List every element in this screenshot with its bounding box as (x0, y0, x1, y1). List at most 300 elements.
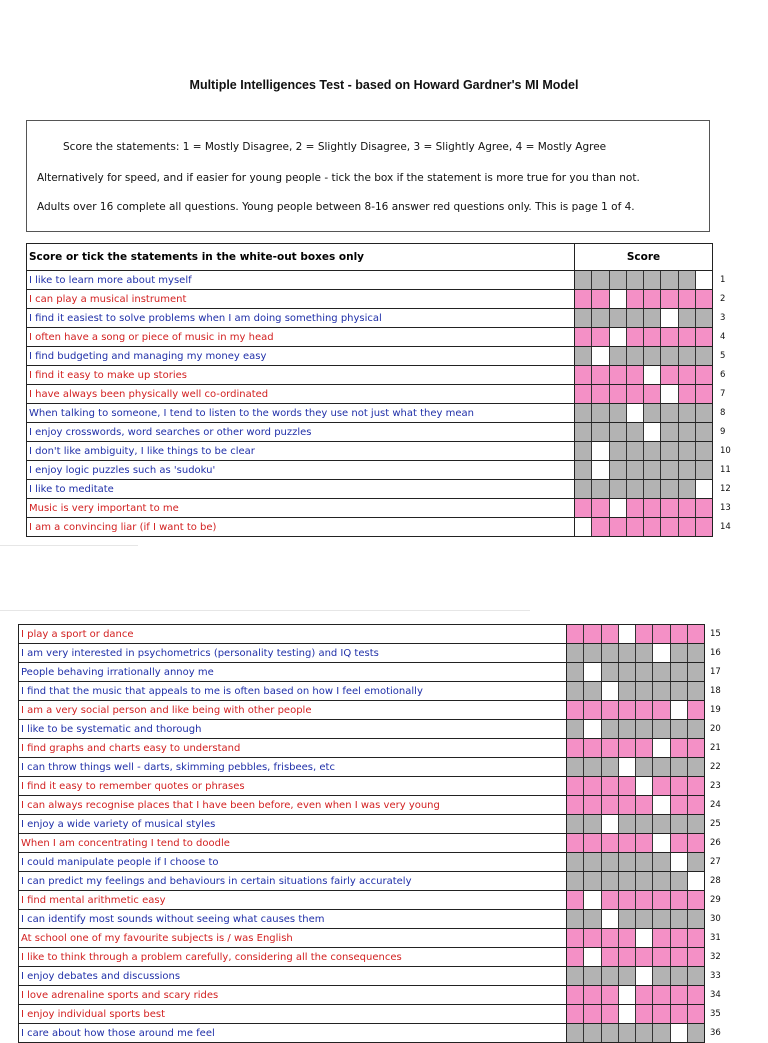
shaded-box-gray (688, 967, 704, 985)
shaded-box-pink (696, 385, 712, 403)
shaded-box-gray (592, 423, 609, 441)
shaded-box-gray (610, 309, 627, 327)
row-number: 33 (710, 970, 721, 981)
statement-text: Music is very important to me (27, 499, 575, 518)
score-entry-box[interactable] (636, 967, 653, 985)
instruction-tick: Alternatively for speed, and if easier for young people - tick the box if the statement is more true for you than not. (37, 172, 640, 184)
score-entry-box[interactable] (602, 910, 619, 928)
shaded-box-gray (636, 644, 653, 662)
shaded-box-gray (671, 872, 688, 890)
row-number: 11 (720, 464, 731, 475)
shaded-box-pink (592, 366, 609, 384)
shaded-box-pink (610, 385, 627, 403)
row-number: 26 (710, 837, 721, 848)
statement-text: I find budgeting and managing my money easy (27, 347, 575, 366)
shaded-box-pink (619, 701, 636, 719)
score-entry-box[interactable] (661, 385, 678, 403)
shaded-box-gray (627, 442, 644, 460)
statement-text: I can play a musical instrument (27, 290, 575, 309)
shaded-box-gray (653, 815, 670, 833)
shaded-box-pink (627, 499, 644, 517)
page-break-line (0, 610, 530, 611)
statement-row (27, 423, 713, 442)
shaded-box-pink (567, 1005, 584, 1023)
shaded-box-pink (679, 499, 696, 517)
shaded-box-gray (584, 682, 601, 700)
shaded-box-gray (644, 347, 661, 365)
shaded-box-gray (653, 758, 670, 776)
shaded-box-pink (661, 518, 678, 536)
statement-text: I could manipulate people if I choose to (19, 853, 567, 872)
score-entry-box[interactable] (619, 1005, 636, 1023)
shaded-box-pink (679, 290, 696, 308)
score-entry-box[interactable] (592, 442, 609, 460)
shaded-box-gray (610, 423, 627, 441)
shaded-box-pink (636, 701, 653, 719)
shaded-box-pink (584, 625, 601, 643)
shaded-box-gray (627, 309, 644, 327)
statement-text: I like to meditate (27, 480, 575, 499)
statement-text: I like to be systematic and thorough (19, 720, 567, 739)
shaded-box-gray (671, 910, 688, 928)
statement-text: I can predict my feelings and behaviours in certain situations fairly accurately (19, 872, 567, 891)
shaded-box-gray (584, 910, 601, 928)
shaded-box-pink (627, 366, 644, 384)
shaded-box-pink (602, 929, 619, 947)
row-number: 4 (720, 331, 726, 342)
shaded-box-gray (619, 872, 636, 890)
shaded-box-pink (584, 739, 601, 757)
shaded-box-gray (610, 461, 627, 479)
shaded-box-gray (661, 423, 678, 441)
statement-text: When talking to someone, I tend to listen to the words they use not just what they mean (27, 404, 575, 423)
shaded-box-gray (679, 461, 696, 479)
shaded-box-gray (592, 480, 609, 498)
shaded-box-gray (619, 644, 636, 662)
score-entry-box[interactable] (696, 480, 712, 498)
statement-row (19, 777, 705, 796)
score-entry-box[interactable] (636, 929, 653, 947)
score-entry-box[interactable] (653, 834, 670, 852)
score-boxes (575, 328, 713, 347)
shaded-box-gray (602, 720, 619, 738)
shaded-box-pink (619, 948, 636, 966)
shaded-box-gray (688, 1024, 704, 1042)
score-entry-box[interactable] (671, 853, 688, 871)
shaded-box-pink (671, 891, 688, 909)
score-entry-box[interactable] (619, 758, 636, 776)
shaded-box-gray (602, 967, 619, 985)
shaded-box-pink (661, 366, 678, 384)
row-number: 25 (710, 818, 721, 829)
shaded-box-pink (653, 929, 670, 947)
shaded-box-pink (567, 777, 584, 795)
score-boxes (567, 625, 705, 644)
shaded-box-gray (653, 872, 670, 890)
shaded-box-gray (602, 663, 619, 681)
score-entry-box[interactable] (627, 404, 644, 422)
row-number: 5 (720, 350, 726, 361)
shaded-box-pink (679, 328, 696, 346)
score-entry-box[interactable] (696, 271, 712, 289)
shaded-box-gray (671, 644, 688, 662)
shaded-box-pink (653, 986, 670, 1004)
shaded-box-gray (688, 815, 704, 833)
score-boxes (575, 480, 713, 499)
shaded-box-gray (653, 853, 670, 871)
shaded-box-gray (696, 309, 712, 327)
shaded-box-pink (567, 625, 584, 643)
shaded-box-gray (567, 663, 584, 681)
shaded-box-gray (627, 461, 644, 479)
page-break-line (0, 545, 138, 546)
shaded-box-gray (575, 309, 592, 327)
score-boxes (567, 701, 705, 720)
score-boxes (567, 1024, 705, 1043)
shaded-box-pink (584, 796, 601, 814)
statement-text: I am very interested in psychometrics (personality testing) and IQ tests (19, 644, 567, 663)
shaded-box-pink (592, 385, 609, 403)
shaded-box-pink (671, 777, 688, 795)
score-entry-box[interactable] (610, 328, 627, 346)
shaded-box-gray (592, 404, 609, 422)
score-entry-box[interactable] (584, 720, 601, 738)
row-number: 34 (710, 989, 721, 1000)
statement-text: I am a very social person and like being with other people (19, 701, 567, 720)
shaded-box-pink (575, 328, 592, 346)
shaded-box-gray (679, 480, 696, 498)
shaded-box-pink (671, 1005, 688, 1023)
row-number: 1 (720, 274, 726, 285)
statement-row (19, 910, 705, 929)
shaded-box-gray (636, 720, 653, 738)
row-number: 3 (720, 312, 726, 323)
shaded-box-pink (602, 796, 619, 814)
shaded-box-gray (584, 758, 601, 776)
shaded-box-pink (567, 986, 584, 1004)
shaded-box-gray (575, 423, 592, 441)
shaded-box-pink (567, 948, 584, 966)
shaded-box-pink (619, 796, 636, 814)
score-entry-box[interactable] (644, 366, 661, 384)
shaded-box-gray (627, 271, 644, 289)
shaded-box-gray (619, 663, 636, 681)
score-column-header: Score (575, 244, 713, 271)
shaded-box-pink (636, 796, 653, 814)
statement-row (19, 1005, 705, 1024)
shaded-box-pink (671, 834, 688, 852)
shaded-box-pink (688, 796, 704, 814)
row-number: 2 (720, 293, 726, 304)
statement-text: I am a convincing liar (if I want to be) (27, 518, 575, 537)
row-number: 7 (720, 388, 726, 399)
shaded-box-gray (567, 720, 584, 738)
instruction-scoring: Score the statements: 1 = Mostly Disagree, 2 = Slightly Disagree, 3 = Slightly Agree, 4 = Mostly Agree (63, 141, 607, 153)
statement-row (27, 271, 713, 290)
shaded-box-pink (653, 625, 670, 643)
statement-row (19, 929, 705, 948)
statement-row (19, 891, 705, 910)
shaded-box-gray (688, 663, 704, 681)
score-entry-box[interactable] (584, 663, 601, 681)
score-boxes (575, 461, 713, 480)
shaded-box-gray (636, 815, 653, 833)
shaded-box-pink (636, 948, 653, 966)
score-entry-box[interactable] (653, 644, 670, 662)
row-number: 14 (720, 521, 731, 532)
row-number: 21 (710, 742, 721, 753)
shaded-box-gray (567, 967, 584, 985)
shaded-box-gray (584, 872, 601, 890)
statement-row (19, 796, 705, 815)
statement-text: I enjoy a wide variety of musical styles (19, 815, 567, 834)
score-boxes (567, 815, 705, 834)
shaded-box-pink (688, 891, 704, 909)
score-entry-box[interactable] (584, 948, 601, 966)
row-number: 35 (710, 1008, 721, 1019)
row-number: 20 (710, 723, 721, 734)
shaded-box-pink (602, 701, 619, 719)
row-number: 31 (710, 932, 721, 943)
statement-text: I can identify most sounds without seeing what causes them (19, 910, 567, 929)
shaded-box-gray (688, 910, 704, 928)
row-number: 32 (710, 951, 721, 962)
row-number: 18 (710, 685, 721, 696)
shaded-box-gray (575, 271, 592, 289)
row-number: 8 (720, 407, 726, 418)
shaded-box-pink (627, 328, 644, 346)
score-entry-box[interactable] (610, 499, 627, 517)
statement-row (19, 663, 705, 682)
score-boxes (567, 796, 705, 815)
shaded-box-gray (567, 853, 584, 871)
shaded-box-gray (584, 853, 601, 871)
shaded-box-gray (653, 720, 670, 738)
statement-text: I love adrenaline sports and scary rides (19, 986, 567, 1005)
score-boxes (575, 442, 713, 461)
score-entry-box[interactable] (661, 309, 678, 327)
shaded-box-pink (636, 625, 653, 643)
shaded-box-pink (592, 328, 609, 346)
score-boxes (567, 967, 705, 986)
score-boxes (575, 385, 713, 404)
shaded-box-pink (575, 366, 592, 384)
shaded-box-gray (661, 271, 678, 289)
score-entry-box[interactable] (584, 891, 601, 909)
shaded-box-pink (619, 777, 636, 795)
shaded-box-gray (636, 853, 653, 871)
shaded-box-pink (592, 499, 609, 517)
statement-row (27, 347, 713, 366)
row-number: 9 (720, 426, 726, 437)
shaded-box-pink (619, 739, 636, 757)
statement-row (19, 701, 705, 720)
shaded-box-gray (644, 461, 661, 479)
shaded-box-gray (602, 644, 619, 662)
shaded-box-pink (567, 929, 584, 947)
shaded-box-gray (696, 461, 712, 479)
score-entry-box[interactable] (610, 290, 627, 308)
shaded-box-pink (602, 986, 619, 1004)
statement-row (19, 986, 705, 1005)
instructions-box (26, 120, 710, 232)
shaded-box-pink (661, 290, 678, 308)
shaded-box-pink (584, 701, 601, 719)
score-boxes (575, 518, 713, 537)
shaded-box-pink (696, 366, 712, 384)
shaded-box-gray (696, 347, 712, 365)
row-number: 13 (720, 502, 731, 513)
score-entry-box[interactable] (575, 518, 592, 536)
statement-row (19, 739, 705, 758)
score-entry-box[interactable] (671, 1024, 688, 1042)
score-entry-box[interactable] (619, 625, 636, 643)
score-boxes (567, 739, 705, 758)
shaded-box-pink (696, 499, 712, 517)
shaded-box-pink (610, 366, 627, 384)
score-entry-box[interactable] (688, 872, 704, 890)
shaded-box-gray (619, 910, 636, 928)
score-boxes (567, 872, 705, 891)
statement-text: I don't like ambiguity, I like things to be clear (27, 442, 575, 461)
score-entry-box[interactable] (644, 423, 661, 441)
score-entry-box[interactable] (671, 701, 688, 719)
statements-table-part-2 (18, 624, 705, 1043)
score-boxes (567, 644, 705, 663)
shaded-box-gray (627, 347, 644, 365)
shaded-box-gray (679, 309, 696, 327)
shaded-box-pink (592, 290, 609, 308)
statement-row (27, 499, 713, 518)
shaded-box-gray (575, 442, 592, 460)
row-number: 19 (710, 704, 721, 715)
shaded-box-pink (636, 891, 653, 909)
shaded-box-gray (636, 1024, 653, 1042)
shaded-box-gray (619, 815, 636, 833)
score-boxes (567, 834, 705, 853)
shaded-box-pink (661, 499, 678, 517)
shaded-box-gray (671, 967, 688, 985)
shaded-box-gray (610, 442, 627, 460)
shaded-box-pink (567, 739, 584, 757)
score-entry-box[interactable] (636, 777, 653, 795)
shaded-box-gray (602, 758, 619, 776)
shaded-box-pink (644, 328, 661, 346)
shaded-box-pink (584, 929, 601, 947)
shaded-box-gray (610, 480, 627, 498)
shaded-box-gray (679, 442, 696, 460)
shaded-box-pink (619, 834, 636, 852)
shaded-box-gray (644, 480, 661, 498)
score-boxes (575, 404, 713, 423)
score-entry-box[interactable] (653, 739, 670, 757)
statement-text: I often have a song or piece of music in my head (27, 328, 575, 347)
shaded-box-pink (671, 625, 688, 643)
score-boxes (567, 948, 705, 967)
statement-text: I play a sport or dance (19, 625, 567, 644)
score-boxes (575, 366, 713, 385)
statement-row (27, 480, 713, 499)
shaded-box-gray (653, 910, 670, 928)
shaded-box-pink (696, 290, 712, 308)
shaded-box-pink (671, 948, 688, 966)
score-boxes (567, 986, 705, 1005)
statement-row (19, 834, 705, 853)
score-boxes (575, 499, 713, 518)
shaded-box-gray (671, 663, 688, 681)
statement-row (27, 461, 713, 480)
shaded-box-gray (627, 480, 644, 498)
shaded-box-pink (627, 385, 644, 403)
shaded-box-gray (653, 663, 670, 681)
shaded-box-gray (567, 644, 584, 662)
shaded-box-pink (679, 366, 696, 384)
row-number: 17 (710, 666, 721, 677)
shaded-box-gray (619, 853, 636, 871)
statement-row (19, 815, 705, 834)
shaded-box-gray (644, 271, 661, 289)
shaded-box-gray (661, 461, 678, 479)
shaded-box-gray (602, 853, 619, 871)
statement-row (27, 404, 713, 423)
shaded-box-pink (602, 739, 619, 757)
score-entry-box[interactable] (592, 347, 609, 365)
shaded-box-gray (575, 461, 592, 479)
score-entry-box[interactable] (619, 986, 636, 1004)
statement-text: I enjoy individual sports best (19, 1005, 567, 1024)
shaded-box-gray (661, 404, 678, 422)
statement-row (19, 967, 705, 986)
statement-text: I can throw things well - darts, skimming pebbles, frisbees, etc (19, 758, 567, 777)
shaded-box-gray (696, 423, 712, 441)
shaded-box-gray (671, 758, 688, 776)
shaded-box-gray (679, 271, 696, 289)
shaded-box-pink (567, 891, 584, 909)
shaded-box-pink (602, 625, 619, 643)
shaded-box-pink (636, 1005, 653, 1023)
shaded-box-gray (619, 967, 636, 985)
score-entry-box[interactable] (653, 796, 670, 814)
shaded-box-gray (636, 758, 653, 776)
shaded-box-pink (696, 328, 712, 346)
shaded-box-pink (653, 1005, 670, 1023)
statement-text: I find it easy to make up stories (27, 366, 575, 385)
shaded-box-gray (567, 910, 584, 928)
shaded-box-gray (688, 644, 704, 662)
row-number: 27 (710, 856, 721, 867)
row-number: 36 (710, 1027, 721, 1038)
score-boxes (575, 271, 713, 290)
statement-row (19, 948, 705, 967)
shaded-box-gray (653, 1024, 670, 1042)
shaded-box-pink (627, 290, 644, 308)
shaded-box-gray (610, 347, 627, 365)
shaded-box-pink (619, 891, 636, 909)
score-boxes (575, 347, 713, 366)
score-boxes (575, 309, 713, 328)
score-entry-box[interactable] (592, 461, 609, 479)
shaded-box-gray (627, 423, 644, 441)
shaded-box-gray (584, 967, 601, 985)
shaded-box-pink (653, 701, 670, 719)
row-number: 12 (720, 483, 731, 494)
shaded-box-pink (602, 891, 619, 909)
score-entry-box[interactable] (602, 815, 619, 833)
score-entry-box[interactable] (602, 682, 619, 700)
shaded-box-pink (688, 948, 704, 966)
shaded-box-gray (653, 682, 670, 700)
shaded-box-pink (575, 499, 592, 517)
